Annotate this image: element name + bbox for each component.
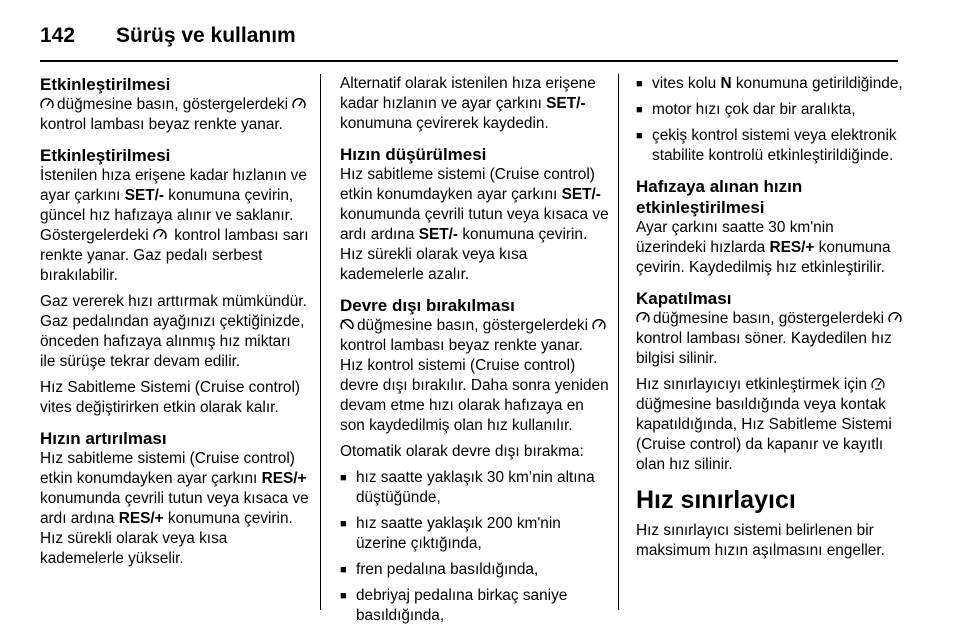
paragraph: Hız sınırlayıcıyı etkinleştirmek için düğmesine basıldığında veya kontak kapatıldığında, Hız Sabitleme Sistemi (Cruise control) da kapanır ve kayıtlı olan hız silinir.	[636, 376, 892, 473]
cruise-control-icon	[888, 311, 902, 324]
paragraph: Hız sınırlayıcı sistemi belirlenen bir maksimum hızın aşılmasını engeller.	[636, 522, 885, 559]
section-activation-2	[40, 145, 310, 418]
paragraph: Alternatif olarak istenilen hıza erişene kadar hızlanın ve ayar çarkını SET/- konumuna çevirerek kaydedin.	[340, 75, 596, 132]
column-divider	[618, 74, 619, 610]
paragraph: Hız Sabitleme Sistemi (Cruise control) vites değiştirirken etkin olarak kalır.	[40, 379, 301, 416]
speed-limiter-icon	[871, 377, 885, 390]
section-speed-decrease	[340, 144, 610, 285]
page-number: 142	[40, 24, 76, 47]
paragraph: Gaz vererek hızı arttırmak mümkündür. Gaz pedalından ayağınızı çektiğinizde, önceden hafızaya alınmış hız miktarı ile sürüşe tekrar devam edilir.	[40, 293, 307, 370]
section-switch-off	[636, 288, 906, 475]
section-speed-limiter	[636, 485, 906, 561]
deactivation-list-continued	[636, 74, 906, 166]
paragraph: düğmesine basın, göstergelerdeki kontrol lambası söner. Kaydedilen hız bilgisi silinir.	[636, 309, 906, 369]
cruise-control-icon	[592, 318, 606, 331]
paragraph: Hız sabitleme sistemi (Cruise control) etkin konumdayken ayar çarkını SET/- konumunda çevrili tutun veya kısaca ve ardı ardına SET/- konumuna çevirin. Hız sürekli olarak veya kısa kademelerle azalır.	[340, 166, 609, 283]
paragraph: İstenilen hıza erişene kadar hızlanın ve ayar çarkını SET/- konumuna çevirin, güncel hız hafızaya alınır ve saklanır. Göstergelerdeki kontrol lambası sarı renkte yanar. Gaz pedalı serbest bırakılabilir.	[40, 167, 309, 284]
page-title: Sürüş ve kullanım	[116, 24, 296, 47]
list-item: ■ hız saatte yaklaşık 200 km'nin üzerine çıktığında,	[340, 514, 610, 554]
cruise-control-icon	[153, 228, 167, 241]
paragraph: düğmesine basın, göstergelerdeki kontrol lambası beyaz renkte yanar.	[40, 95, 310, 135]
section-title: Hafızaya alınan hızın etkinleştirilmesi	[636, 177, 803, 217]
list-item: ■ çekiş kontrol sistemi veya elektronik stabilite kontrolü etkinleştirildiğinde.	[636, 126, 906, 166]
section-activation-1	[40, 74, 310, 135]
header-rule	[40, 60, 898, 62]
chapter-title: Hız sınırlayıcı	[636, 486, 796, 514]
section-title: Hızın düşürülmesi	[340, 145, 487, 164]
list-item: ■ fren pedalına basıldığında,	[340, 560, 610, 580]
section-title: Etkinleştirilmesi	[40, 146, 171, 165]
cruise-cancel-icon	[340, 318, 354, 331]
paragraph: Otomatik olarak devre dışı bırakma:	[340, 443, 584, 460]
list-item: ■ motor hızı çok dar bir aralıkta,	[636, 100, 906, 120]
section-title: Devre dışı bırakılması	[340, 296, 515, 315]
paragraph: Hız sabitleme sistemi (Cruise control) etkin konumdayken ayar çarkını RES/+ konumunda çevrili tutun veya kısaca ve ardı ardına RES/+ konumuna çevirin. Hız sürekli olarak veya kısa kademelerle yükselir.	[40, 450, 309, 567]
section-title: Etkinleştirilmesi	[40, 75, 171, 94]
paragraph: Ayar çarkını saatte 30 km'nin üzerindeki hızlarda RES/+ konumuna çevirin. Kaydedilmiş hız etkinleştirilir.	[636, 219, 891, 276]
section-deactivation	[340, 295, 610, 626]
cruise-control-icon	[40, 97, 54, 110]
list-item: ■ vites kolu N konumuna getirildiğinde,	[636, 74, 906, 94]
column-1	[40, 74, 310, 575]
deactivation-list	[340, 468, 610, 626]
cruise-control-icon	[292, 97, 306, 110]
section-speed-increase	[40, 428, 310, 569]
column-2	[340, 74, 610, 632]
section-resume	[636, 176, 906, 278]
column-divider	[320, 74, 321, 610]
section-title: Kapatılması	[636, 289, 732, 308]
list-item: ■ hız saatte yaklaşık 30 km’nin altına düştüğünde,	[340, 468, 610, 508]
page-header	[40, 16, 296, 56]
cruise-control-icon	[636, 311, 650, 324]
list-item: ■ debriyaj pedalına birkaç saniye basıldığında,	[340, 586, 610, 626]
section-title: Hızın artırılması	[40, 429, 167, 448]
paragraph: düğmesine basın, göstergelerdeki kontrol lambası beyaz renkte yanar. Hız kontrol sistemi (Cruise control) devre dışı bırakılır. Daha sonra yeniden devam etme hızı olarak hafızaya en son kaydedilmiş olan hız kullanılır.	[340, 317, 609, 434]
column-3	[636, 74, 906, 567]
